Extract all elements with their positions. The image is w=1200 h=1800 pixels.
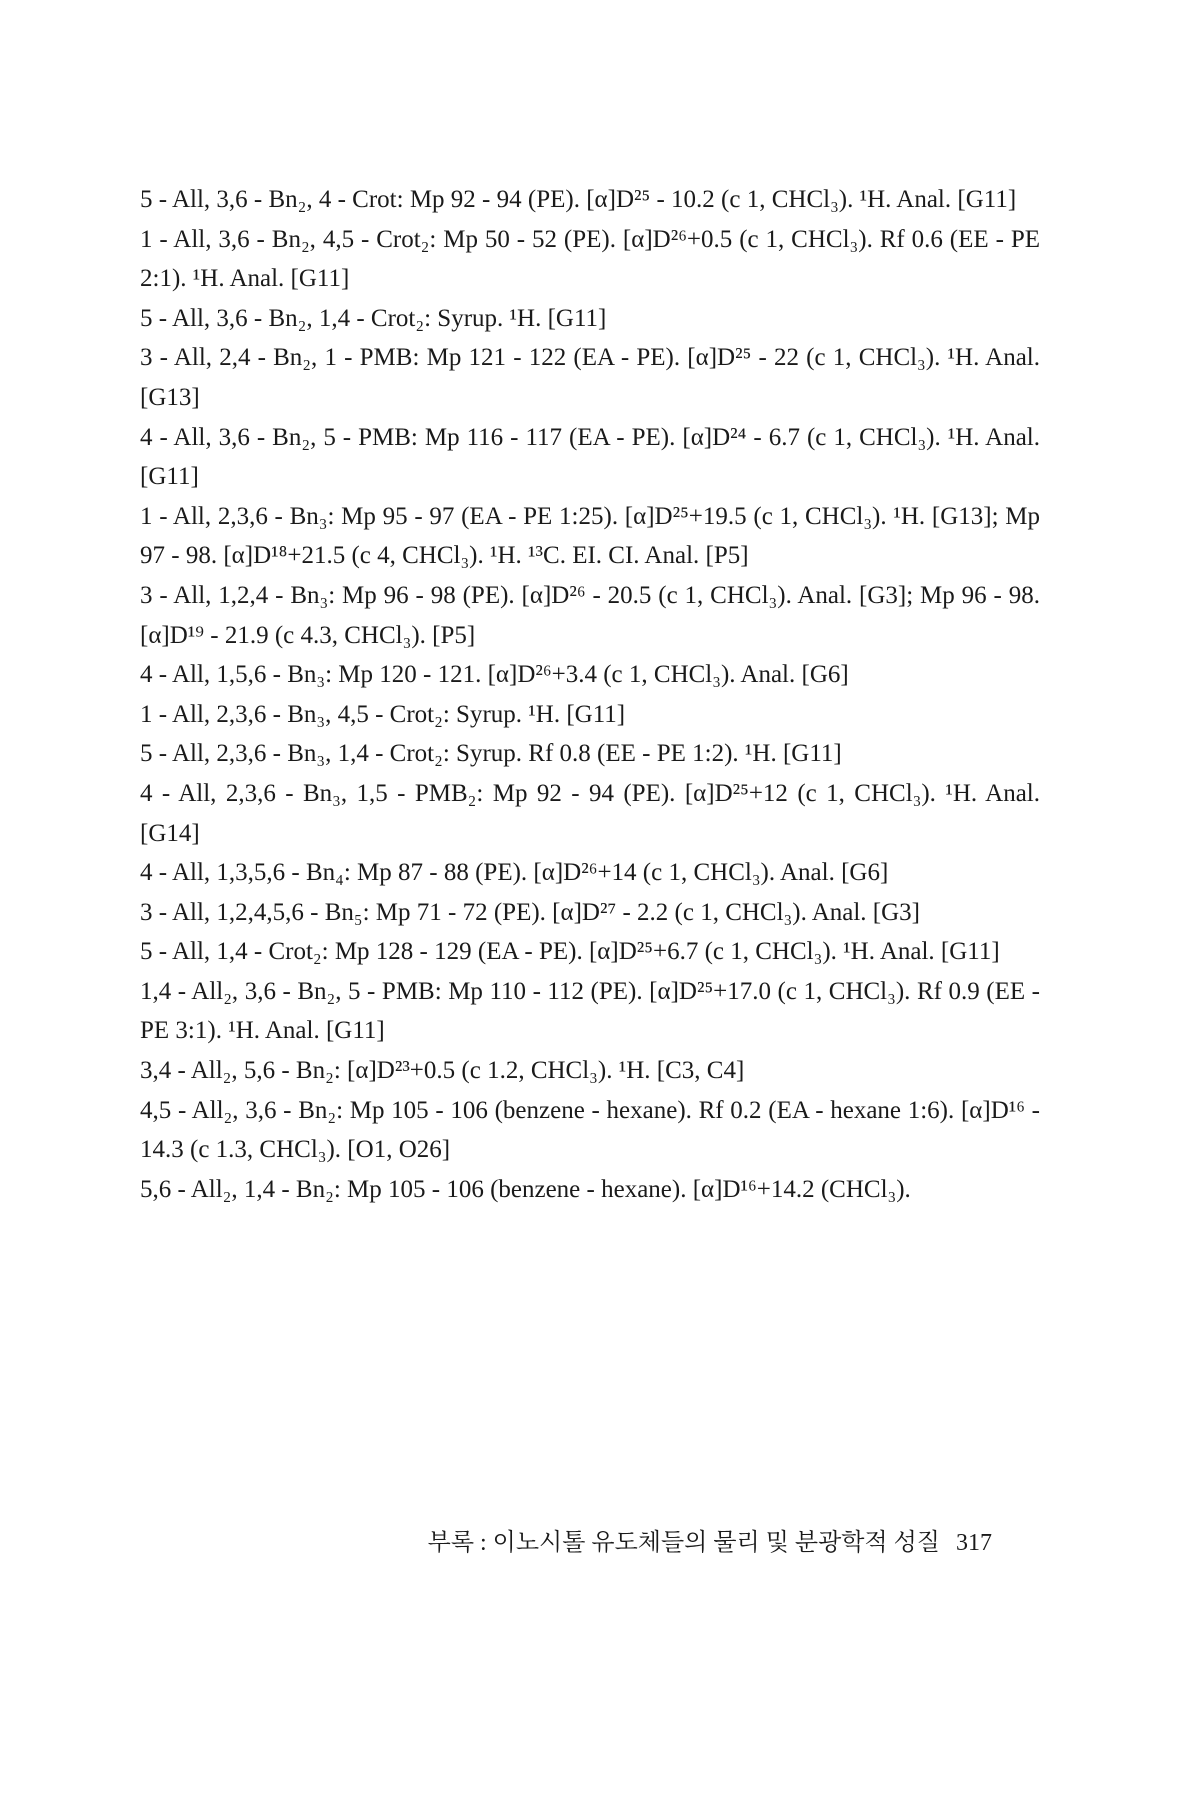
- compound-entry: 4 - All, 2,3,6 - Bn₃, 1,5 - PMB₂: Mp 92 - 94 (PE). [α]D²⁵+12 (c 1, CHCl₃). ¹H. Anal. [G14]: [140, 779, 1040, 847]
- footer-title: 부록 : 이노시톨 유도체들의 물리 및 분광학적 성질: [427, 1530, 940, 1556]
- compound-entry: 4 - All, 1,5,6 - Bn₃: Mp 120 - 121. [α]D²⁶+3.4 (c 1, CHCl₃). Anal. [G6]: [140, 661, 849, 689]
- compound-list: [140, 180, 1040, 1209]
- compound-entry: 3 - All, 1,2,4,5,6 - Bn₅: Mp 71 - 72 (PE). [α]D²⁷ - 2.2 (c 1, CHCl₃). Anal. [G3]: [140, 898, 921, 926]
- page-footer: [428, 1522, 992, 1557]
- compound-entry: 4 - All, 3,6 - Bn₂, 5 - PMB: Mp 116 - 117 (EA - PE). [α]D²⁴ - 6.7 (c 1, CHCl₃). ¹H. Anal. [G11]: [140, 423, 1040, 491]
- compound-entry: 5,6 - All₂, 1,4 - Bn₂: Mp 105 - 106 (benzene - hexane). [α]D¹⁶+14.2 (CHCl₃).: [140, 1175, 911, 1203]
- compound-entry: 3,4 - All₂, 5,6 - Bn₂: [α]D²³+0.5 (c 1.2, CHCl₃). ¹H. [C3, C4]: [140, 1057, 745, 1085]
- compound-entry: 5 - All, 3,6 - Bn₂, 1,4 - Crot₂: Syrup. ¹H. [G11]: [140, 304, 607, 332]
- compound-entry: 1 - All, 3,6 - Bn₂, 4,5 - Crot₂: Mp 50 - 52 (PE). [α]D²⁶+0.5 (c 1, CHCl₃). Rf 0.6 (EE - PE 2:1). ¹H. Anal. [G11]: [140, 225, 1040, 293]
- compound-entry: 4 - All, 1,3,5,6 - Bn₄: Mp 87 - 88 (PE). [α]D²⁶+14 (c 1, CHCl₃). Anal. [G6]: [140, 859, 889, 887]
- compound-entry: 5 - All, 2,3,6 - Bn₃, 1,4 - Crot₂: Syrup. Rf 0.8 (EE - PE 1:2). ¹H. [G11]: [140, 740, 842, 768]
- compound-entry: 3 - All, 1,2,4 - Bn₃: Mp 96 - 98 (PE). [α]D²⁶ - 20.5 (c 1, CHCl₃). Anal. [G3]; Mp 96 - 98. [α]D¹⁹ - 21.9 (c 4.3, CHCl₃). [P5]: [140, 581, 1040, 649]
- compound-entry: 5 - All, 1,4 - Crot₂: Mp 128 - 129 (EA - PE). [α]D²⁵+6.7 (c 1, CHCl₃). ¹H. Anal. [G11]: [140, 938, 1000, 966]
- compound-entry: 1 - All, 2,3,6 - Bn₃: Mp 95 - 97 (EA - PE 1:25). [α]D²⁵+19.5 (c 1, CHCl₃). ¹H. [G13]; Mp 97 - 98. [α]D¹⁸+21.5 (c 4, CHCl₃). ¹H. ¹³C. EI. CI. Anal. [P5]: [140, 502, 1040, 570]
- page-number: 317: [956, 1530, 992, 1556]
- compound-entry: 5 - All, 3,6 - Bn₂, 4 - Crot: Mp 92 - 94 (PE). [α]D²⁵ - 10.2 (c 1, CHCl₃). ¹H. Anal. [G11]: [140, 186, 1017, 213]
- compound-entry: 1,4 - All₂, 3,6 - Bn₂, 5 - PMB: Mp 110 - 112 (PE). [α]D²⁵+17.0 (c 1, CHCl₃). Rf 0.9 (EE - PE 3:1). ¹H. Anal. [G11]: [140, 977, 1040, 1045]
- compound-entry: 3 - All, 2,4 - Bn₂, 1 - PMB: Mp 121 - 122 (EA - PE). [α]D²⁵ - 22 (c 1, CHCl₃). ¹H. Anal. [G13]: [140, 344, 1040, 411]
- compound-entry: 4,5 - All₂, 3,6 - Bn₂: Mp 105 - 106 (benzene - hexane). Rf 0.2 (EA - hexane 1:6). [α]D¹⁶ - 14.3 (c 1.3, CHCl₃). [O1, O26]: [140, 1096, 1040, 1164]
- compound-entry: 1 - All, 2,3,6 - Bn₃, 4,5 - Crot₂: Syrup. ¹H. [G11]: [140, 700, 626, 728]
